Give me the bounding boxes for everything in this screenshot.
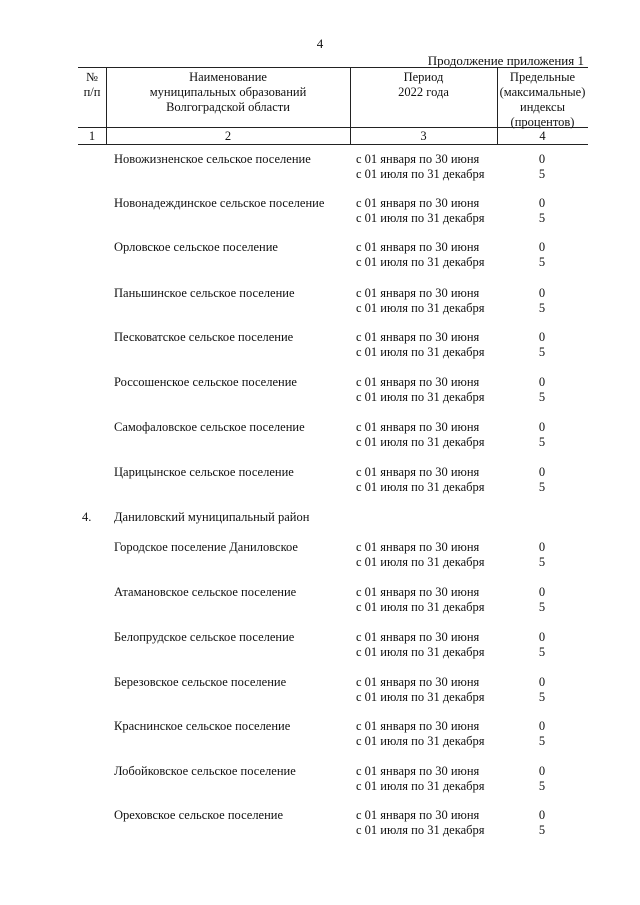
- table-row: [0, 330, 640, 362]
- period-second-half: с 01 июля по 31 декабря: [356, 734, 485, 748]
- settlement-name: Новонадеждинское сельское поселение: [114, 196, 325, 210]
- page-number: 4: [316, 36, 324, 51]
- table-row: [0, 286, 640, 318]
- table-top-border: [78, 67, 588, 68]
- settlement-name: Самофаловское сельское поселение: [114, 420, 305, 434]
- index-first-half: 0: [538, 764, 546, 778]
- table-row: [0, 196, 640, 228]
- index-first-half: 0: [538, 808, 546, 822]
- period-first-half: с 01 января по 30 июня: [356, 375, 480, 389]
- period-first-half: с 01 января по 30 июня: [356, 540, 480, 554]
- header-name: Наименование муниципальных образований Волгоградской области: [149, 70, 307, 114]
- settlement-name: Россошенское сельское поселение: [114, 375, 297, 389]
- header-number: № п/п: [83, 70, 101, 99]
- table-row: [0, 240, 640, 272]
- settlement-name: Новожизненское сельское поселение: [114, 152, 311, 166]
- period-first-half: с 01 января по 30 июня: [356, 330, 480, 344]
- settlement-name: Паньшинское сельское поселение: [114, 286, 295, 300]
- index-first-half: 0: [538, 240, 546, 254]
- period-first-half: с 01 января по 30 июня: [356, 585, 480, 599]
- period-second-half: с 01 июля по 31 декабря: [356, 823, 485, 837]
- index-first-half: 0: [538, 420, 546, 434]
- period-second-half: с 01 июля по 31 декабря: [356, 390, 485, 404]
- index-first-half: 0: [538, 330, 546, 344]
- period-second-half: с 01 июля по 31 декабря: [356, 690, 485, 704]
- index-first-half: 0: [538, 375, 546, 389]
- settlement-name: Песковатское сельское поселение: [114, 330, 294, 344]
- period-second-half: с 01 июля по 31 декабря: [356, 435, 485, 449]
- period-first-half: с 01 января по 30 июня: [356, 764, 480, 778]
- column-number-1: 1: [88, 129, 96, 143]
- column-number-2: 2: [224, 129, 232, 143]
- continuation-label: Продолжение приложения 1: [427, 53, 584, 68]
- table-numbers-divider: [78, 144, 588, 145]
- settlement-name: Царицынское сельское поселение: [114, 465, 294, 479]
- settlement-name: Краснинское сельское поселение: [114, 719, 291, 733]
- index-first-half: 0: [538, 465, 546, 479]
- period-first-half: с 01 января по 30 июня: [356, 420, 480, 434]
- column-number-3: 3: [420, 129, 427, 143]
- index-first-half: 0: [538, 719, 546, 733]
- period-second-half: с 01 июля по 31 декабря: [356, 301, 485, 315]
- settlement-name: Атамановское сельское поселение: [114, 585, 297, 599]
- index-first-half: 0: [538, 286, 546, 300]
- period-first-half: с 01 января по 30 июня: [356, 808, 480, 822]
- table-row: [0, 675, 640, 707]
- index-first-half: 0: [538, 152, 546, 166]
- settlement-name: Березовское сельское поселение: [114, 675, 287, 689]
- period-first-half: с 01 января по 30 июня: [356, 465, 480, 479]
- period-first-half: с 01 января по 30 июня: [356, 675, 480, 689]
- period-second-half: с 01 июля по 31 декабря: [356, 345, 485, 359]
- index-second-half: 5: [538, 645, 546, 659]
- table-row: [0, 630, 640, 662]
- table-row: [0, 719, 640, 751]
- district-number: 4.: [82, 510, 92, 524]
- period-second-half: с 01 июля по 31 декабря: [356, 167, 485, 181]
- index-first-half: 0: [538, 540, 546, 554]
- index-second-half: 5: [538, 600, 546, 614]
- settlement-name: Городское поселение Даниловское: [114, 540, 298, 554]
- settlement-name: Ореховское сельское поселение: [114, 808, 284, 822]
- index-second-half: 5: [538, 734, 546, 748]
- index-second-half: 5: [538, 690, 546, 704]
- period-first-half: с 01 января по 30 июня: [356, 196, 480, 210]
- period-second-half: с 01 июля по 31 декабря: [356, 779, 485, 793]
- index-first-half: 0: [538, 630, 546, 644]
- period-first-half: с 01 января по 30 июня: [356, 152, 480, 166]
- index-second-half: 5: [538, 255, 546, 269]
- period-first-half: с 01 января по 30 июня: [356, 286, 480, 300]
- settlement-name: Белопрудское сельское поселение: [114, 630, 295, 644]
- period-first-half: с 01 января по 30 июня: [356, 719, 480, 733]
- period-second-half: с 01 июля по 31 декабря: [356, 555, 485, 569]
- index-second-half: 5: [538, 480, 546, 494]
- index-second-half: 5: [538, 779, 546, 793]
- period-first-half: с 01 января по 30 июня: [356, 240, 480, 254]
- period-second-half: с 01 июля по 31 декабря: [356, 645, 485, 659]
- period-second-half: с 01 июля по 31 декабря: [356, 255, 485, 269]
- index-second-half: 5: [538, 435, 546, 449]
- table-row: [0, 420, 640, 452]
- table-row: [0, 585, 640, 617]
- index-first-half: 0: [538, 675, 546, 689]
- table-row: [0, 375, 640, 407]
- table-row: [0, 540, 640, 572]
- table-row: [0, 808, 640, 840]
- period-second-half: с 01 июля по 31 декабря: [356, 211, 485, 225]
- index-second-half: 5: [538, 823, 546, 837]
- index-second-half: 5: [538, 345, 546, 359]
- index-first-half: 0: [538, 196, 546, 210]
- index-second-half: 5: [538, 167, 546, 181]
- period-first-half: с 01 января по 30 июня: [356, 630, 480, 644]
- table-row: [0, 764, 640, 796]
- period-second-half: с 01 июля по 31 декабря: [356, 600, 485, 614]
- index-second-half: 5: [538, 390, 546, 404]
- header-period: Период 2022 года: [398, 70, 449, 99]
- table-row: [0, 465, 640, 497]
- period-second-half: с 01 июля по 31 декабря: [356, 480, 485, 494]
- settlement-name: Орловское сельское поселение: [114, 240, 278, 254]
- column-number-4: 4: [539, 129, 546, 143]
- table-row: [0, 152, 640, 184]
- index-first-half: 0: [538, 585, 546, 599]
- index-second-half: 5: [538, 555, 546, 569]
- district-name: Даниловский муниципальный район: [114, 510, 310, 524]
- settlement-name: Лобойковское сельское поселение: [114, 764, 296, 778]
- index-second-half: 5: [538, 211, 546, 225]
- index-second-half: 5: [538, 301, 546, 315]
- header-index: Предельные (максимальные) индексы (процентов): [499, 70, 586, 129]
